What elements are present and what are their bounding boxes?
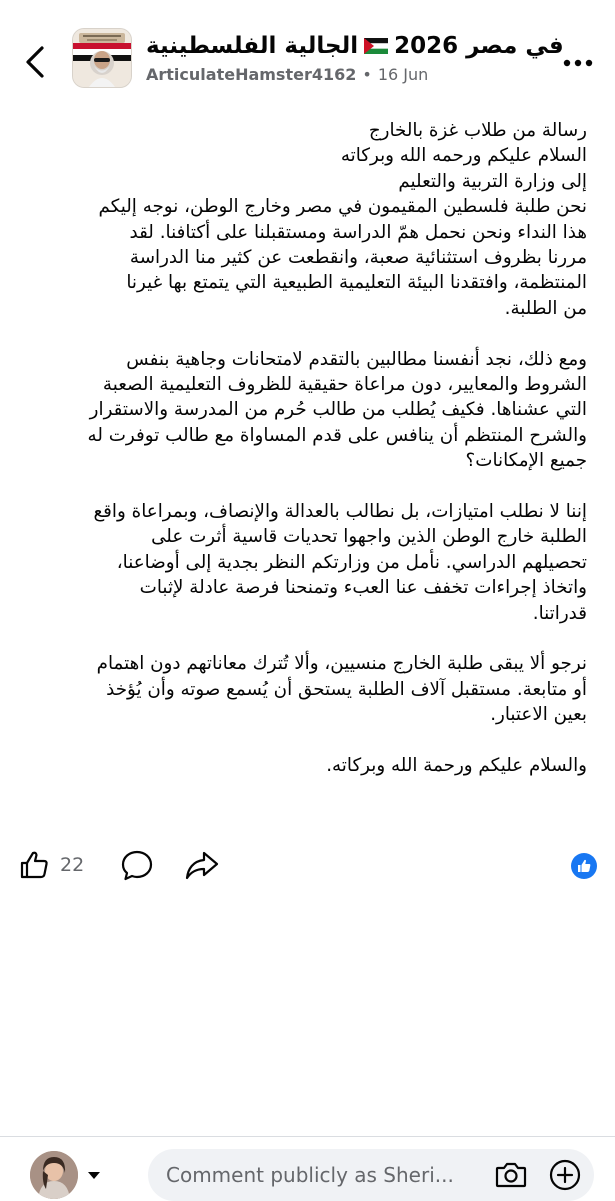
post-text-line: والسلام عليكم ورحمة الله وبركاته.: [326, 755, 587, 777]
comment-composer-bar: [0, 1136, 615, 1201]
comment-button[interactable]: [120, 848, 154, 882]
reaction-bar: [0, 840, 615, 890]
post-text: [19, 118, 587, 804]
post-text-line: رسالة من طلاب غزة بالخارج: [368, 120, 587, 141]
like-reaction-icon[interactable]: [571, 853, 597, 879]
caret-down-icon: [86, 1169, 102, 1181]
post-header: [0, 0, 615, 110]
back-button[interactable]: [18, 42, 54, 82]
like-count: 22: [60, 854, 85, 876]
post-text-line: نرجو ألا يبقى طلبة الخارج منسيين، وألا تُترك معاناتهم دون اهتمام: [96, 653, 587, 675]
post-meta: [146, 62, 466, 86]
thumbs-up-icon: [18, 849, 50, 881]
post-date[interactable]: 16 Jun: [377, 64, 429, 84]
group-logo-image: [73, 29, 131, 87]
comment-input[interactable]: [166, 1149, 486, 1201]
comment-box: [148, 1149, 594, 1201]
camera-icon: [494, 1159, 528, 1191]
post-text-line: نحن طلبة فلسطين المقيمون في مصر وخارج الوطن، نوجه إليكم: [98, 196, 587, 218]
post-text-line: بعين الاعتبار.: [490, 704, 587, 726]
post-text-line: إننا لا نطلب امتيازات، بل نطالب بالعدالة والإنصاف، وبمراعاة واقع: [93, 501, 587, 523]
post-text-line: أو متابعة. مستقبل آلاف الطلبة يستحق أن يُسمع صوته وأن يُؤخذ: [106, 678, 587, 700]
post-paragraph: [19, 651, 587, 727]
more-dots-icon: [556, 46, 600, 80]
author-name[interactable]: ArticulateHamster4162: [146, 64, 357, 84]
post-text-line: واتخاذ إجراءات تخفف عنا العبء وتمنحنا فرصة عادلة لإثبات: [139, 577, 587, 599]
group-name-part2: في مصر 2026: [394, 33, 564, 59]
chevron-left-icon: [18, 42, 54, 82]
post-text-line: جميع الإمكانات؟: [465, 450, 587, 472]
post-paragraph: [19, 499, 587, 626]
post-paragraph: [19, 118, 587, 321]
post-text-line: والشرح المنتظم أن ينافس على قدم المساواة مع طالب توفرت له: [87, 424, 587, 446]
plus-circle-icon: [548, 1158, 582, 1192]
post-text-line: ومع ذلك، نجد أنفسنا مطالبين بالتقدم لامتحانات وجاهية بنفس: [126, 348, 587, 370]
post-paragraph: [19, 347, 587, 474]
post-text-line: مررنا بظروف استثنائية صعبة، وانقطعت عن كثير منا الدراسة: [129, 247, 587, 269]
meta-separator: •: [362, 64, 372, 84]
post-paragraph: [19, 753, 587, 778]
post-text-line: التي عشناها. فكيف يُطلب من طالب حُرم من المدرسة والاستقرار: [89, 399, 587, 421]
profile-switcher[interactable]: [30, 1150, 114, 1200]
post-text-line: السلام عليكم ورحمه الله وبركاته: [340, 145, 587, 167]
post-text-line: إلى وزارة التربية والتعليم: [398, 170, 587, 192]
comment-bubble-icon: [120, 848, 154, 882]
more-options-button[interactable]: [556, 46, 600, 80]
share-button[interactable]: [184, 848, 220, 882]
avatar: [30, 1151, 78, 1199]
post-text-line: هذا النداء ونحن نحمل همّ الدراسة ومستقبلنا على أكتافنا. لقد: [129, 221, 587, 243]
camera-button[interactable]: [494, 1159, 528, 1191]
post-text-line: الشروط والمعايير، دون مراعاة حقيقية للظروف التعليمية الصعبة: [102, 374, 587, 396]
post-text-line: من الطلبة.: [504, 297, 587, 319]
post-text-line: المنتظمة، وافتقدنا البيئة التعليمية الطبيعية التي يتمتع بها غيرنا: [126, 272, 587, 294]
like-button[interactable]: [18, 847, 88, 883]
post-text-line: الطلبة خارج الوطن الذين واجهوا تحديات قاسية أثرت على: [151, 526, 587, 548]
post-text-line: تحصيلهم الدراسي. نأمل من وزارتكم النظر بجدية إلى أوضاعنا،: [116, 551, 587, 573]
add-attachment-button[interactable]: [548, 1158, 582, 1192]
group-name-part1: الجالية الفلسطينية: [146, 33, 359, 59]
group-title[interactable]: [146, 30, 564, 62]
palestine-flag-icon: [364, 38, 388, 54]
share-arrow-icon: [184, 848, 220, 882]
post-text-line: قدراتنا.: [532, 602, 587, 624]
group-avatar[interactable]: [72, 28, 132, 88]
